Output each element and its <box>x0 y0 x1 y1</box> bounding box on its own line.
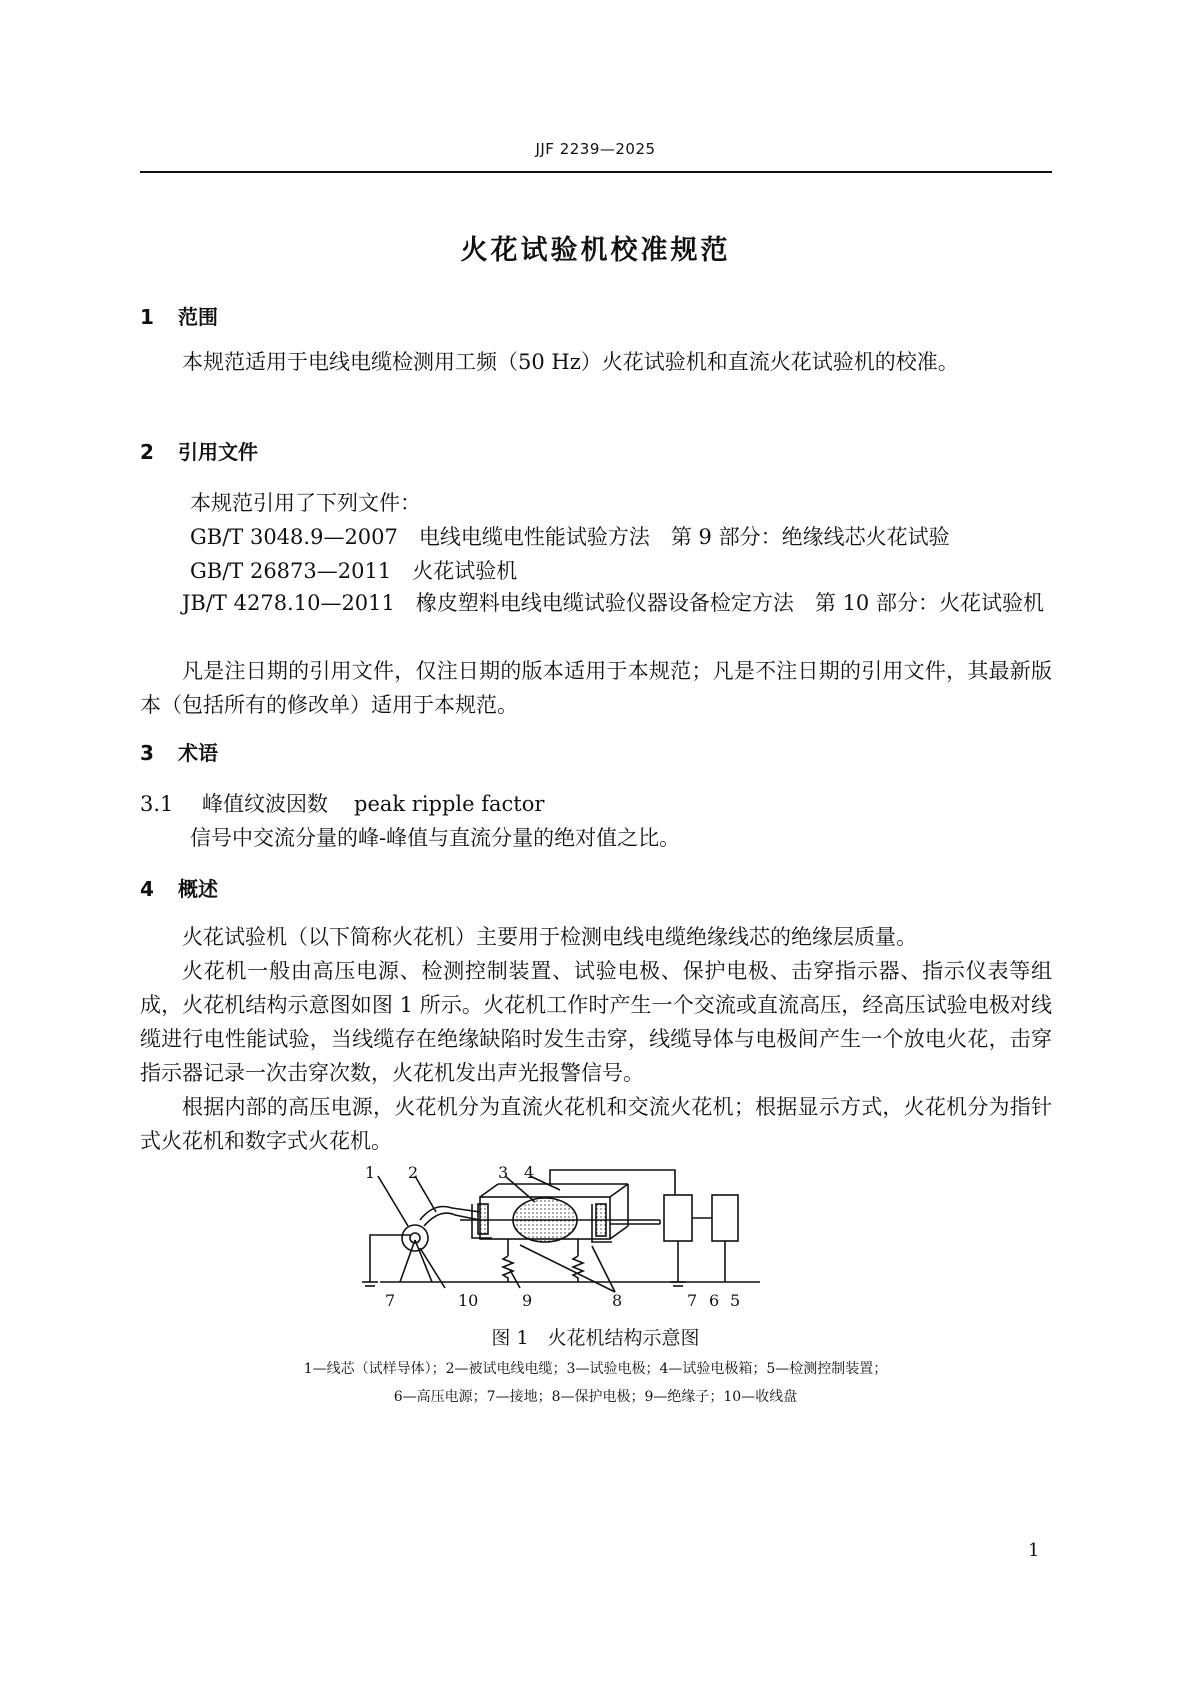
control-device-box <box>712 1195 738 1241</box>
section-2-heading <box>140 436 258 465</box>
term-english: peak ripple factor <box>354 792 545 816</box>
page-number: 1 <box>1028 1540 1040 1561</box>
document-code: JJF 2239—2025 <box>535 140 656 158</box>
figure-legend: 1—线芯（试样导体）；2—被试电线电缆；3—试验电极；4—试验电极箱；5—检测控制装置； <box>303 1361 888 1377</box>
diagram-label: 4 <box>524 1163 535 1182</box>
diagram-label: 6 <box>709 1291 720 1310</box>
term-number: 3.1 <box>140 792 174 816</box>
overview-paragraph: 火花机一般由高压电源、检测控制装置、试验电极、保护电极、击穿指示器、指示仪表等组成，火花机结构示意图如图 1 所示。火花机工作时产生一个交流或直流高压，经高压试验电极对线缆进行电性能试验，当线缆存在绝缘缺陷时发生击穿，线缆导体与电极间产生一个放电火花，击穿指示器记录一次击穿次数，火花机发出声光报警信号。 <box>140 959 1052 1085</box>
references-intro: 本规范引用了下列文件： <box>190 491 421 515</box>
header-rule <box>140 171 1052 173</box>
section-title: 引用文件 <box>178 440 258 464</box>
section-1-heading <box>140 301 218 330</box>
section-number: 3 <box>140 741 154 765</box>
overview-paragraph: 根据内部的高压电源，火花机分为直流火花机和交流火花机；根据显示方式，火花机分为指针式火花机和数字式火花机。 <box>140 1095 1052 1153</box>
section-number: 4 <box>140 877 154 901</box>
section-3-heading <box>140 737 218 766</box>
take-up-reel-icon <box>402 1225 428 1251</box>
diagram-label: 7 <box>687 1291 698 1310</box>
diagram-label: 8 <box>612 1291 623 1310</box>
insulator-spring <box>573 1256 583 1282</box>
reference-item: JB/T 4278.10—2011 橡皮塑料电线电缆试验仪器设备检定方法 第 10 部分：火花试验机 <box>182 591 1044 615</box>
diagram-label: 1 <box>365 1163 376 1182</box>
section-title: 概述 <box>178 877 218 901</box>
term-chinese: 峰值纹波因数 <box>202 792 328 816</box>
hv-lead <box>550 1170 675 1195</box>
spark-tester-diagram <box>360 1160 820 1320</box>
overview-paragraph: 火花试验机（以下简称火花机）主要用于检测电线电缆绝缘线芯的绝缘层质量。 <box>182 925 917 949</box>
diagram-label: 5 <box>730 1291 741 1310</box>
section-number: 2 <box>140 440 154 464</box>
hv-power-supply-box <box>664 1195 692 1241</box>
diagram-label: 7 <box>385 1291 396 1310</box>
diagram-label: 10 <box>458 1291 479 1310</box>
insulator-spring <box>503 1256 513 1282</box>
section-4-heading <box>140 873 218 902</box>
diagram-label: 3 <box>498 1163 509 1182</box>
term-entry <box>140 788 544 818</box>
ground-wire <box>370 1235 410 1282</box>
section-1-text: 本规范适用于电线电缆检测用工频（50 Hz）火花试验机和直流火花试验机的校准。 <box>182 350 959 374</box>
section-title: 术语 <box>178 741 218 765</box>
section-number: 1 <box>140 305 154 329</box>
reference-item: GB/T 26873—2011 火花试验机 <box>190 559 518 583</box>
reference-item: GB/T 3048.9—2007 电线电缆电性能试验方法 第 9 部分：绝缘线芯火花试验 <box>190 525 950 549</box>
term-definition: 信号中交流分量的峰-峰值与直流分量的绝对值之比。 <box>190 826 681 850</box>
references-note: 凡是注日期的引用文件，仅注日期的版本适用于本规范；凡是不注日期的引用文件，其最新版本（包括所有的修改单）适用于本规范。 <box>140 659 1052 717</box>
figure-legend: 6—高压电源；7—接地；8—保护电极；9—绝缘子；10—收线盘 <box>393 1389 798 1405</box>
diagram-label: 9 <box>522 1291 533 1310</box>
figure-caption: 图 1 火花机结构示意图 <box>491 1327 700 1349</box>
reel-stand <box>400 1240 415 1282</box>
section-title: 范围 <box>178 305 218 329</box>
diagram-label: 2 <box>408 1163 419 1182</box>
document-title: 火花试验机校准规范 <box>460 235 731 266</box>
